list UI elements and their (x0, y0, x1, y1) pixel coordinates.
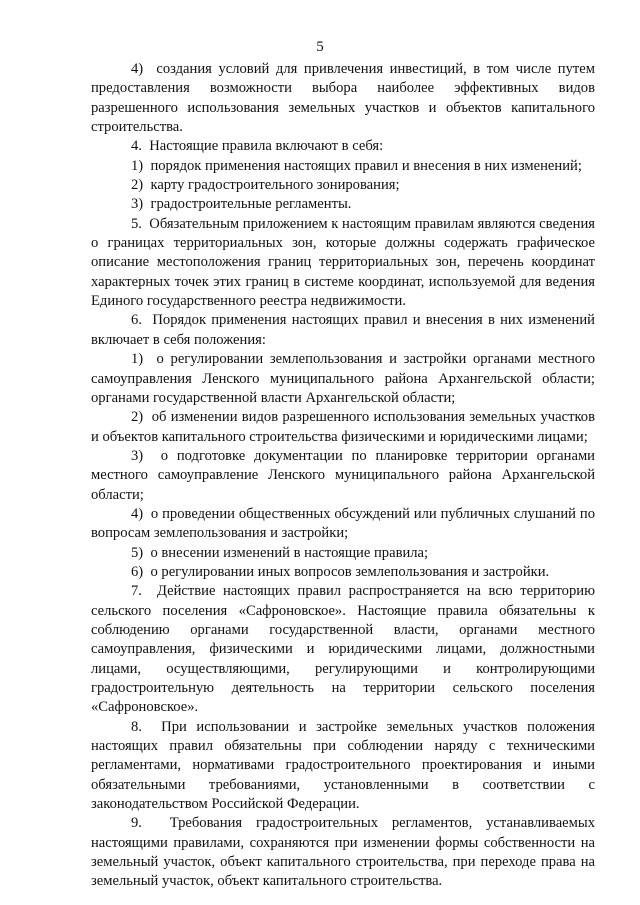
list-item-planning-documentation: 3) о подготовке документации по планировке территории органами местного самоуправление Ленского муниципального района Архангельской области; (91, 447, 595, 503)
paragraph-scope-of-rules: 7. Действие настоящих правил распространяется на всю территорию сельского поселения «Сафроновское». Настоящие правила обязательны к соблюдению органами государственной власти, органами местного самоуправления, физическими и юридическими лицами, должностными лицами, осуществляющими, регулирующими и контролирующими градостроительную деятельность на территории сельского поселения «Сафроновское». (91, 583, 595, 716)
list-item-amendments: 5) о внесении изменений в настоящие правила; (131, 544, 429, 561)
list-item-urban-regulations: 3) градостроительные регламенты. (131, 196, 352, 213)
paragraph-ownership-change: 9. Требования градостроительных регламентов, устанавливаемых настоящими правилами, сохраняются при изменении формы собственности на земельный участок, объект капитального строительства, при переходе права на земельный участок, объект капитального строительства. (91, 815, 595, 890)
list-item-zoning-map: 2) карту градостроительного зонирования; (131, 177, 400, 194)
list-item-public-hearings: 4) о проведении общественных обсуждений или публичных слушаний по вопросам землепользования и застройки; (91, 505, 595, 542)
list-item-permitted-use-change: 2) об изменении видов разрешенного использования земельных участков и объектов капитального строительства физическими и юридическими лицами; (91, 409, 595, 445)
page-number: 5 (316, 39, 324, 55)
paragraph-binding-provisions: 8. При использовании и застройке земельных участков положения настоящих правил обязательны при соблюдении наряду с техническими регламентами, нормативами градостроительного проектирования и иными обязательными требованиями, установленными в соответствии с законодательством Российской Федерации. (91, 718, 595, 813)
paragraph-procedure-provisions: 6. Порядок применения настоящих правил и внесения в них изменений включает в себя положения: (91, 312, 595, 348)
paragraph-investment-conditions: 4) создания условий для привлечения инвестиций, в том числе путем предоставления возможности выбора наиболее эффективных видов разрешенного использования земельных участков и объектов капитального строительства. (91, 61, 595, 136)
paragraph-rules-include: 4. Настоящие правила включают в себя: (131, 138, 384, 155)
paragraph-mandatory-appendix: 5. Обязательным приложением к настоящим правилам являются сведения о границах территориальных зон, которые должны содержать графическое описание местоположения границ территориальных зон, перечень координат характерных точек этих границ в системе координат, используемой для ведения Единого государственного реестра недвижимости. (91, 215, 595, 310)
list-item-other-issues: 6) о регулировании иных вопросов землепользования и застройки. (131, 563, 550, 580)
list-item-land-use-regulation: 1) о регулировании землепользования и застройки органами местного самоуправления Ленского муниципального района Архангельской области; органами государственной власти Архангельской области; (91, 351, 595, 406)
list-item-application-procedure: 1) порядок применения настоящих правил и внесения в них изменений; (131, 157, 582, 174)
document-body (91, 60, 595, 892)
